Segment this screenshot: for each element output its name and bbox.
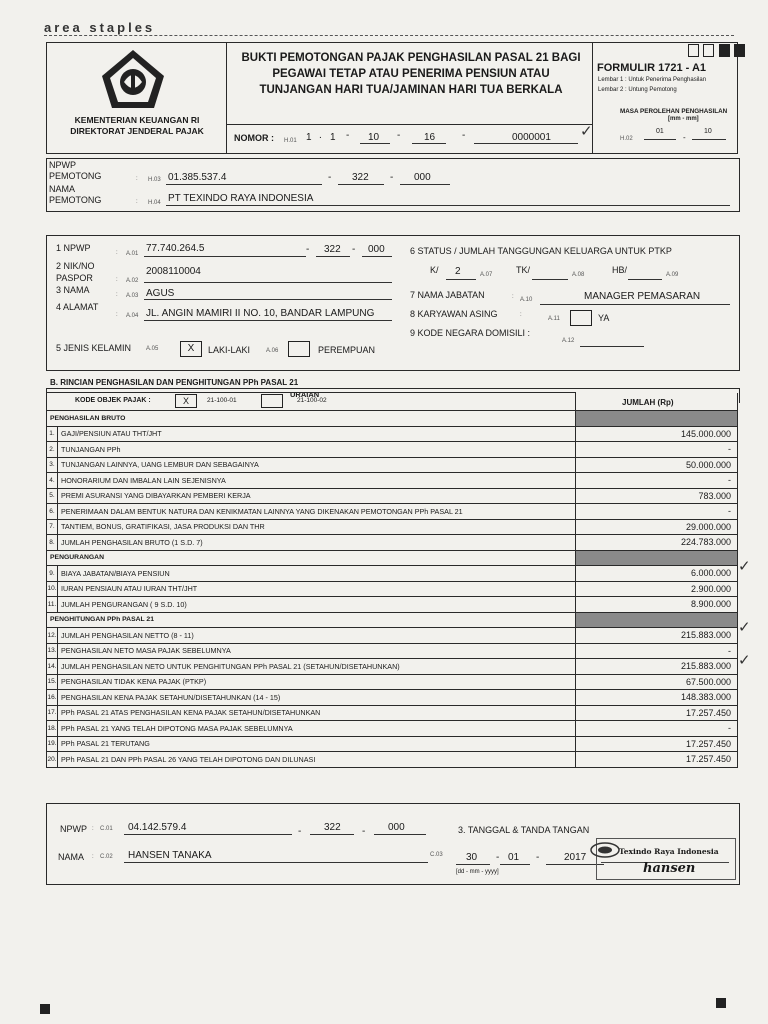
row-label: PPh PASAL 21 DAN PPh PASAL 26 YANG TELAH DIPOTONG DAN DILUNASI xyxy=(58,752,576,768)
uraian-label: URAIAN xyxy=(290,390,320,399)
jenis-kelamin-label: 5 JENIS KELAMIN xyxy=(56,343,132,353)
row-label: JUMLAH PENGURANGAN ( 9 S.D. 10) xyxy=(58,597,576,613)
nama-pemotong-label: NAMA PEMOTONG xyxy=(49,184,102,205)
npwp-pemotong-line-3 xyxy=(400,184,450,185)
perempuan-checkbox[interactable] xyxy=(288,341,310,357)
karyawan-asing-checkbox[interactable] xyxy=(570,310,592,326)
table-row xyxy=(47,426,738,442)
k-label: K/ xyxy=(430,265,439,275)
alamat-value: JL. ANGIN MAMIRI II NO. 10, BANDAR LAMPUNG xyxy=(146,308,375,319)
nomor-part-4: 16 xyxy=(424,132,436,143)
lembar-1: Lembar 1 : Untuk Penerima Penghasilan xyxy=(598,77,707,83)
table-row xyxy=(47,659,738,675)
table-row xyxy=(47,736,738,752)
npwp-pemotong-1: 01.385.537.4 xyxy=(168,172,227,183)
title-line-2: PEGAWAI TETAP ATAU PENERIMA PENSIUN ATAU xyxy=(272,68,550,80)
asing-ya-label: YA xyxy=(598,313,610,323)
row-number: 2. xyxy=(47,442,58,458)
npwp-line-3 xyxy=(362,256,392,257)
ttd-npwp-code: C.01 xyxy=(100,826,113,832)
row-label: TANTIEM, BONUS, GRATIFIKASI, JASA PRODUKSI DAN THR xyxy=(58,519,576,535)
masa-to-line xyxy=(692,139,726,140)
nama-line xyxy=(144,299,392,300)
masa-from-line xyxy=(644,139,676,140)
kode-1-label: 21-100-01 xyxy=(207,397,237,404)
laki-laki-label: LAKI-LAKI xyxy=(208,345,251,355)
section-row-hitung xyxy=(47,612,738,628)
jabatan-label: 7 NAMA JABATAN xyxy=(410,290,485,300)
row-amount: 783.000 xyxy=(576,488,738,504)
table-row xyxy=(47,643,738,659)
signature: hansen xyxy=(643,861,696,876)
section-label-hitung: PENGHITUNGAN PPh PASAL 21 xyxy=(47,612,576,628)
status-label: 6 STATUS / JUMLAH TANGGUNGAN KELUARGA UNTUK PTKP xyxy=(410,246,672,256)
corner-mark-left xyxy=(40,1004,50,1014)
section-label-pengurangan: PENGURANGAN xyxy=(47,550,576,566)
row-label: GAJI/PENSIUN ATAU THT/JHT xyxy=(58,426,576,442)
nama-code: A.03 xyxy=(126,293,139,299)
ttd-npwp-label: NPWP xyxy=(60,824,87,834)
ttd-npwp-line-3 xyxy=(374,834,426,835)
ttd-npwp-1: 04.142.579.4 xyxy=(128,822,187,833)
company-stamp xyxy=(596,838,736,880)
nik-label: 2 NIK/NO PASPOR xyxy=(56,261,95,283)
npwp-pemotong-2: 322 xyxy=(352,172,369,183)
row-amount: 67.500.000 xyxy=(576,674,738,690)
negara-code: A.12 xyxy=(562,338,575,344)
nama-value: AGUS xyxy=(146,288,175,299)
shade-cell xyxy=(576,550,738,566)
stamp-company-name: Texindo Raya Indonesia xyxy=(619,847,719,856)
kode-objek-row xyxy=(47,393,738,411)
jk-code-perempuan: A.06 xyxy=(266,348,279,354)
kode-negara-label: 9 KODE NEGARA DOMISILI : xyxy=(410,328,531,338)
ttd-tanggal-code: C.03 xyxy=(430,852,443,858)
hb-label: HB/ xyxy=(612,265,628,275)
kode-amount-cell xyxy=(576,393,738,411)
section-row-bruto xyxy=(47,411,738,427)
ttd-dd-line xyxy=(456,864,490,865)
row-number: 8. xyxy=(47,535,58,551)
row-amount: 148.383.000 xyxy=(576,690,738,706)
table-row xyxy=(47,674,738,690)
masa-from: 01 xyxy=(656,128,664,135)
row-amount: 215.883.000 xyxy=(576,628,738,644)
table-row xyxy=(47,488,738,504)
laki-laki-checkbox[interactable]: X xyxy=(180,341,202,357)
row-number: 3. xyxy=(47,457,58,473)
row-number: 10. xyxy=(47,581,58,597)
nama-pemotong-code: H.04 xyxy=(148,200,161,206)
check-mark-icon: ✓ xyxy=(580,123,593,140)
npwp-code: A.01 xyxy=(126,251,139,257)
alamat-code: A.04 xyxy=(126,313,139,319)
nomor-underline-5 xyxy=(474,143,578,144)
jk-code-laki: A.05 xyxy=(146,346,159,352)
masa-format: [mm - mm] xyxy=(668,116,699,122)
row-label: PENGHASILAN TIDAK KENA PAJAK (PTKP) xyxy=(58,674,576,690)
alamat-line xyxy=(144,320,392,321)
check-mark-icon: ✓ xyxy=(738,619,751,636)
table-row xyxy=(47,705,738,721)
row-number: 9. xyxy=(47,566,58,582)
row-amount: 145.000.000 xyxy=(576,426,738,442)
row-amount: - xyxy=(576,442,738,458)
table-row xyxy=(47,457,738,473)
npwp-value-2: 322 xyxy=(324,244,341,255)
check-mark-icon: ✓ xyxy=(738,558,751,575)
nama-label: 3 NAMA xyxy=(56,285,90,295)
table-row xyxy=(47,628,738,644)
title-line-1: BUKTI PEMOTONGAN PAJAK PENGHASILAN PASAL 21 BAGI xyxy=(241,52,581,64)
ttd-npwp-3: 000 xyxy=(388,822,405,833)
agency-name xyxy=(52,115,222,137)
lembar-2: Lembar 2 : Untung Pemotong xyxy=(598,87,677,93)
jumlah-label: JUMLAH (Rp) xyxy=(622,398,674,407)
npwp-label: 1 NPWP xyxy=(56,243,91,253)
tk-code: A.08 xyxy=(572,272,585,278)
kode-objek-label: KODE OBJEK PAJAK : xyxy=(75,397,151,404)
row-number: 6. xyxy=(47,504,58,520)
ttd-nama-code: C.02 xyxy=(100,854,113,860)
row-number: 5. xyxy=(47,488,58,504)
nik-code: A.02 xyxy=(126,278,139,284)
section-row-pengurangan xyxy=(47,550,738,566)
nik-line xyxy=(144,282,392,283)
nomor-part-1: 1 xyxy=(306,132,312,143)
table-row xyxy=(47,442,738,458)
row-number: 16. xyxy=(47,690,58,706)
masa-code: H.02 xyxy=(620,136,633,142)
npwp-value-1: 77.740.264.5 xyxy=(146,243,205,254)
row-number: 14. xyxy=(47,659,58,675)
row-label: PPh PASAL 21 ATAS PENGHASILAN KENA PAJAK SETAHUN/DISETAHUNKAN xyxy=(58,705,576,721)
row-amount: - xyxy=(576,504,738,520)
row-number: 18. xyxy=(47,721,58,737)
ttd-date-format: [dd - mm - yyyy] xyxy=(456,869,499,875)
npwp-pemotong-3: 000 xyxy=(414,172,431,183)
row-number: 19. xyxy=(47,736,58,752)
ttd-nama-value: HANSEN TANAKA xyxy=(128,850,212,861)
rincian-table xyxy=(46,392,738,768)
shade-cell xyxy=(576,612,738,628)
row-amount: 2.900.000 xyxy=(576,581,738,597)
row-amount: 17.257.450 xyxy=(576,736,738,752)
ttd-mm: 01 xyxy=(508,852,520,863)
row-label: PPh PASAL 21 TERUTANG xyxy=(58,736,576,752)
npwp-line-1 xyxy=(144,256,306,257)
row-number: 12. xyxy=(47,628,58,644)
row-label: IURAN PENSIAUN ATAU IURAN THT/JHT xyxy=(58,581,576,597)
section-label-bruto: PENGHASILAN BRUTO xyxy=(47,411,576,427)
row-number: 4. xyxy=(47,473,58,489)
hb-line xyxy=(628,279,662,280)
agency-line-2: DIREKTORAT JENDERAL PAJAK xyxy=(70,126,204,136)
tk-line xyxy=(532,279,568,280)
ttd-tanggal-label: 3. TANGGAL & TANDA TANGAN xyxy=(458,825,590,835)
ttd-nama-label: NAMA xyxy=(58,852,85,862)
row-amount: 17.257.450 xyxy=(576,752,738,768)
row-label: PENGHASILAN KENA PAJAK SETAHUN/DISETAHUNKAN (14 - 15) xyxy=(58,690,576,706)
ttd-nama-line xyxy=(124,862,428,863)
row-amount: - xyxy=(576,721,738,737)
table-row xyxy=(47,690,738,706)
row-label: PENGHASILAN NETO MASA PAJAK SEBELUMNYA xyxy=(58,643,576,659)
masa-label: MASA PEROLEHAN PENGHASILAN xyxy=(620,108,728,115)
npwp-value-3: 000 xyxy=(368,244,385,255)
jabatan-line xyxy=(540,304,730,305)
karyawan-asing-label: 8 KARYAWAN ASING xyxy=(410,309,498,319)
nama-pemotong-value: PT TEXINDO RAYA INDONESIA xyxy=(168,193,314,204)
row-amount: - xyxy=(576,473,738,489)
table-row xyxy=(47,535,738,551)
ministry-logo-icon xyxy=(98,48,168,110)
table-row xyxy=(47,566,738,582)
table-row xyxy=(47,473,738,489)
nik-value: 2008110004 xyxy=(146,266,201,277)
table-row xyxy=(47,519,738,535)
nomor-underline-3 xyxy=(360,143,390,144)
nomor-label: NOMOR : xyxy=(234,133,274,143)
npwp-pemotong-line-1 xyxy=(166,184,322,185)
k-value: 2 xyxy=(455,266,461,277)
k-code: A.07 xyxy=(480,272,493,278)
alamat-label: 4 ALAMAT xyxy=(56,302,99,312)
row-amount: 215.883.000 xyxy=(576,659,738,675)
masa-to: 10 xyxy=(704,128,712,135)
check-mark-icon: ✓ xyxy=(738,652,751,669)
perempuan-label: PEREMPUAN xyxy=(318,345,376,355)
ttd-mm-line xyxy=(500,864,530,865)
nomor-underline-4 xyxy=(412,143,446,144)
form-title xyxy=(228,50,594,98)
row-number: 11. xyxy=(47,597,58,613)
row-amount: 17.257.450 xyxy=(576,705,738,721)
row-number: 15. xyxy=(47,674,58,690)
kode-1-checkbox[interactable]: X xyxy=(175,394,197,408)
row-number: 7. xyxy=(47,519,58,535)
row-amount: 8.900.000 xyxy=(576,597,738,613)
tax-form-page: area staples KEMENTERIAN KEUANGAN RI DIREKTORAT JENDERAL PAJAK BUKTI PEMOTONGAN PAJAK PENGHASILAN PASAL 21 BAGI PEGAWAI TETAP ATAU PENERIMA PENSIUN ATAU TUNJANGAN HARI TUA/JAMINAN HARI TUA BERKALA NOMOR : H.01 1 . 1 - 10 - 16 - 0000001 ✓ FORMULIR 1721 - A1 Lembar 1 : Untuk Penerima Penghasilan Lembar 2 : Untung Pemotong MASA PEROLEHAN PENGHASILAN [mm - mm] H.02 01 - 10 NPWP PEMOTONG : H.03 01.385.537.4 - 322 - 000 NAMA PEMOTONG : H.04 PT TEXINDO RAYA INDONESIA 1 NPWP : A.01 77.740.264.5 - 322 - 000 2 NIK/NO PASPOR : A.02 2008110004 3 NAMA : A.03 AGUS 4 ALAMAT : A.04 JL. ANGIN MAMIRI II NO. 10, BANDAR LAMPUNG 5 JENIS KELAMIN A.05 X LAKI-LAKI A.06 PEREMPUAN 6 STATUS / JUMLAH TANGGUNGAN KELUARGA UNTUK PTKP K/ 2 A.07 TK/ A.08 HB/ A.09 7 NAMA JABATAN : A.10 MANAGER PEMASARAN 8 KARYAWAN ASING : A.11 YA 9 KODE NEGARA DOMISILI : A.12 B. RINCIAN PENGHASILAN DAN PENGHITUNGAN PPh PASAL 21 URAIAN JUMLAH (Rp) KODE OBJEK PAJAK : X 21-100-01 21-100-02 PENGHASILAN BRUTO 1. GAJI/PENSIUN ATAU THT/JHT 145.000.000 2. TUNJANGAN PPh - 3. TUNJANGAN LAINNYA, UANG LEMBUR DAN SEBAGAINYA 50.000.000 4. HONORARIUM DAN IMBALAN LAIN SEJENISNYA - 5. PREMI ASURANSI YANG DIBAYARKAN PEMBERI KERJA 783.000 6. PENERIMAAN DALAM BENTUK NATURA DAN KENIKMATAN LAINNYA YANG DIKENAKAN PEMOTONGAN PPh PASAL 21 - 7. TANTIEM, BONUS, GRATIFIKASI, JASA PRODUKSI DAN THR 29.000.000 8. JUMLAH PENGHASILAN BRUTO (1 S.D. 7) 224.783.000 PENGURANGAN 9. BIAYA JABATAN/BIAYA PENSIUN 6.000.000 10. IURAN PENSIAUN ATAU IURAN THT/JHT 2.900.000 11. JUMLAH PENGURANGAN ( 9 S.D. 10) 8.900.000 PENGHITUNGAN PPh PASAL 21 12. JUMLAH PENGHASILAN NETTO (8 - 11) 215.883.000 13. PENGHASILAN NETO MASA PAJAK SEBELUMNYA - 14. JUMLAH PENGHASILAN NETO UNTUK PENGHITUNGAN PPh PASAL 21 (SETAHUN/DISETAHUNKAN) 215.883.000 15. PENGHASILAN TIDAK KENA PAJAK (PTKP) 67.500.000 16. PENGHASILAN KENA PAJAK SETAHUN/DISETAHUNKAN (14 - 15) 148.383.000 17. PPh PASAL 21 ATAS PENGHASILAN KENA PAJAK SETAHUN/DISETAHUNKAN 17.257.450 18. PPh PASAL 21 YANG TELAH DIPOTONG MASA PAJAK SEBELUMNYA - 19. PPh PASAL 21 TERUTANG 17.257.450 20. PPh PASAL 21 DAN PPh PASAL 26 YANG TELAH DIPOTONG DAN DILUNASI 17.257.450 ✓ ✓ ✓ NPWP : C.01 04.142.579.4 - 322 - 000 NAMA : C.02 HANSEN TANAKA 3. TANGGAL & TANDA TANGAN C.03 30 - 01 - 2017 [dd - mm - yyyy] Texindo Raya Indonesia hansen xyxy=(0,0,768,1024)
row-number: 1. xyxy=(47,426,58,442)
row-number: 13. xyxy=(47,643,58,659)
nama-pemotong-line xyxy=(166,205,730,206)
corner-mark-right xyxy=(716,998,726,1008)
row-number: 20. xyxy=(47,752,58,768)
shade-cell xyxy=(576,411,738,427)
kode-2-label: 21-100-02 xyxy=(297,397,327,404)
title-line-3: TUNJANGAN HARI TUA/JAMINAN HARI TUA BERKALA xyxy=(259,84,563,96)
asing-code: A.11 xyxy=(548,316,560,322)
row-label: PREMI ASURANSI YANG DIBAYARKAN PEMBERI KERJA xyxy=(58,488,576,504)
nomor-part-3: 10 xyxy=(368,132,380,143)
nomor-part-2: 1 xyxy=(330,132,336,143)
row-number: 17. xyxy=(47,705,58,721)
corner-squares-icon xyxy=(688,44,745,62)
table-row xyxy=(47,504,738,520)
row-label: TUNJANGAN LAINNYA, UANG LEMBUR DAN SEBAGAINYA xyxy=(58,457,576,473)
dashed-divider xyxy=(44,35,734,36)
nomor-part-5: 0000001 xyxy=(512,132,551,143)
tk-label: TK/ xyxy=(516,265,531,275)
negara-line xyxy=(580,346,644,347)
npwp-pemotong-code: H.03 xyxy=(148,177,161,183)
rincian-section-title: B. RINCIAN PENGHASILAN DAN PENGHITUNGAN PPh PASAL 21 xyxy=(50,378,299,387)
table-row xyxy=(47,581,738,597)
row-label: PPh PASAL 21 YANG TELAH DIPOTONG MASA PAJAK SEBELUMNYA xyxy=(58,721,576,737)
npwp-line-2 xyxy=(316,256,350,257)
row-amount: 224.783.000 xyxy=(576,535,738,551)
table-row xyxy=(47,721,738,737)
table-row xyxy=(47,597,738,613)
row-amount: 6.000.000 xyxy=(576,566,738,582)
jabatan-value: MANAGER PEMASARAN xyxy=(584,291,701,302)
form-number: FORMULIR 1721 - A1 xyxy=(597,62,707,74)
hb-code: A.09 xyxy=(666,272,679,278)
agency-line-1: KEMENTERIAN KEUANGAN RI xyxy=(74,115,200,125)
table-row xyxy=(47,752,738,768)
row-amount: - xyxy=(576,643,738,659)
npwp-pemotong-line-2 xyxy=(338,184,384,185)
ttd-npwp-line-2 xyxy=(310,834,354,835)
row-amount: 29.000.000 xyxy=(576,519,738,535)
ttd-npwp-2: 322 xyxy=(324,822,341,833)
row-label: JUMLAH PENGHASILAN BRUTO (1 S.D. 7) xyxy=(58,535,576,551)
staples-stamp: area staples xyxy=(44,20,156,35)
npwp-pemotong-label: NPWP PEMOTONG xyxy=(49,160,102,181)
k-line xyxy=(446,279,476,280)
kode-2-checkbox[interactable] xyxy=(261,394,283,408)
row-label: HONORARIUM DAN IMBALAN LAIN SEJENISNYA xyxy=(58,473,576,489)
row-label: JUMLAH PENGHASILAN NETO UNTUK PENGHITUNGAN PPh PASAL 21 (SETAHUN/DISETAHUNKAN) xyxy=(58,659,576,675)
row-label: JUMLAH PENGHASILAN NETTO (8 - 11) xyxy=(58,628,576,644)
stamp-logo-icon xyxy=(589,841,621,859)
row-label: BIAYA JABATAN/BIAYA PENSIUN xyxy=(58,566,576,582)
row-label: TUNJANGAN PPh xyxy=(58,442,576,458)
jabatan-code: A.10 xyxy=(520,297,533,303)
row-amount: 50.000.000 xyxy=(576,457,738,473)
ttd-npwp-line-1 xyxy=(124,834,292,835)
ttd-yyyy: 2017 xyxy=(564,852,587,863)
ttd-dd: 30 xyxy=(466,852,478,863)
row-label: PENERIMAAN DALAM BENTUK NATURA DAN KENIKMATAN LAINNYA YANG DIKENAKAN PEMOTONGAN PPh PASAL 21 xyxy=(58,504,576,520)
nomor-code: H.01 xyxy=(284,138,297,144)
